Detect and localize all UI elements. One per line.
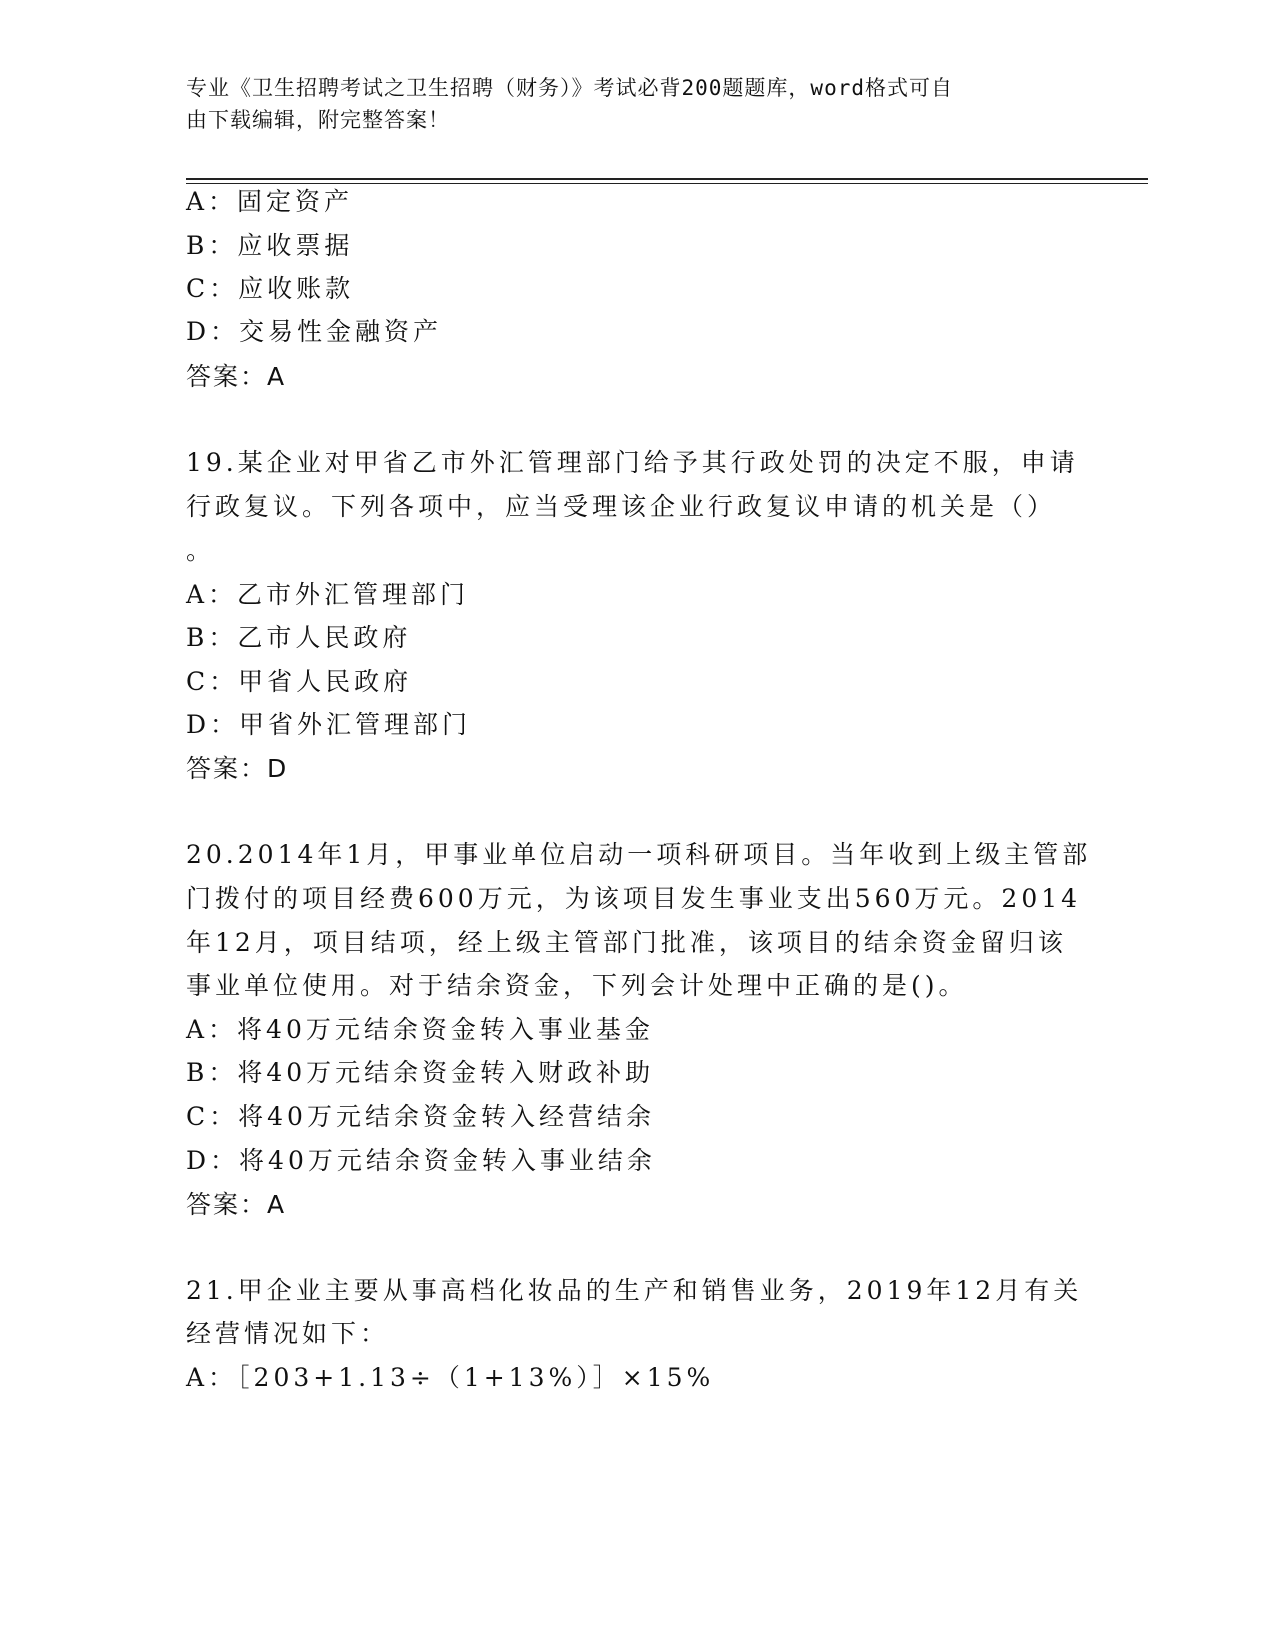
q19-option-c: C：甲省人民政府: [186, 667, 413, 696]
header-line-1: 专业《卫生招聘考试之卫生招聘（财务）》考试必背200题题库，word格式可自: [186, 76, 953, 100]
q19-text-line-1: 19.某企业对甲省乙市外汇管理部门给予其行政处罚的决定不服，申请: [186, 448, 1079, 477]
q20-text-line-3: 年12月，项目结项，经上级主管部门批准，该项目的结余资金留归该: [186, 928, 1067, 957]
q20-text-line-1: 20.2014年1月，甲事业单位启动一项科研项目。当年收到上级主管部: [186, 840, 1092, 869]
q20-option-a: A：将40万元结余资金转入事业基金: [186, 1015, 654, 1044]
q18-option-a: A：固定资产: [186, 187, 354, 216]
q19-text-line-2: 行政复议。下列各项中，应当受理该企业行政复议申请的机关是（）: [186, 492, 1057, 521]
q21-text-line-1: 21.甲企业主要从事高档化妆品的生产和销售业务，2019年12月有关: [186, 1276, 1083, 1305]
q19-answer: 答案：D: [186, 754, 289, 783]
q20-option-c: C：将40万元结余资金转入经营结余: [186, 1102, 655, 1131]
q18-option-c: C：应收账款: [186, 274, 355, 303]
q20-text-line-2: 门拨付的项目经费600万元，为该项目发生事业支出560万元。2014: [186, 884, 1082, 913]
q18-option-b: B：应收票据: [186, 231, 354, 260]
q20-option-d: D：将40万元结余资金转入事业结余: [186, 1146, 656, 1175]
q19-option-b: B：乙市人民政府: [186, 623, 412, 652]
q20-text-line-4: 事业单位使用。对于结余资金，下列会计处理中正确的是()。: [186, 971, 968, 1000]
q21-option-a: A：［203+1.13÷（1+13%）］×15%: [186, 1363, 715, 1392]
q19-option-d: D：甲省外汇管理部门: [186, 710, 472, 739]
document-header: [186, 72, 1066, 136]
header-line-2: 由下载编辑，附完整答案！: [186, 108, 450, 132]
q18-option-d: D：交易性金融资产: [186, 317, 443, 346]
header-rule-thin: [186, 183, 1148, 184]
q19-text-line-3: 。: [186, 536, 216, 565]
q18-answer: 答案：A: [186, 362, 287, 391]
q20-answer: 答案：A: [186, 1190, 287, 1219]
header-rule-thick: [186, 178, 1148, 180]
q21-text-line-2: 经营情况如下：: [186, 1319, 390, 1348]
q20-option-b: B：将40万元结余资金转入财政补助: [186, 1058, 655, 1087]
q19-option-a: A：乙市外汇管理部门: [186, 580, 470, 609]
